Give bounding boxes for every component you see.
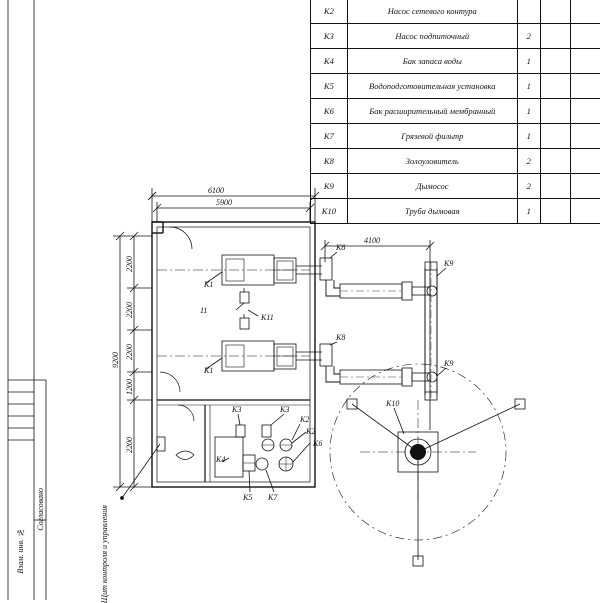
dim-left-total: 9200 (111, 352, 120, 368)
dim-seg-2: 2200 (125, 302, 134, 318)
legend-cell-qty: 1 (517, 124, 540, 149)
dim-right-span: 4100 (364, 236, 380, 245)
tag-k6: K6 (312, 439, 322, 448)
tag-k4: K4 (215, 455, 225, 464)
tag-k1-upper: K1 (203, 280, 213, 289)
legend-cell-qty: 1 (517, 199, 540, 224)
legend-cell-qty: 2 (517, 174, 540, 199)
stamp-right-label: Согласовано (36, 488, 45, 531)
tag-k2b: K2 (305, 427, 315, 436)
tag-k8-upper: K8 (335, 243, 345, 252)
tag-k7: K7 (267, 493, 278, 502)
dim-seg-4: 1200 (125, 379, 134, 395)
legend-cell-name: Бак расширительный мембранный (347, 99, 517, 124)
tag-k11: K11 (260, 313, 274, 322)
legend-cell-name: Труба дымовая (347, 199, 517, 224)
tag-k9-lower: K9 (443, 359, 453, 368)
legend-cell-name: Золоуловитель (347, 149, 517, 174)
tag-k3-left: K3 (231, 405, 241, 414)
legend-cell-qty: 2 (517, 149, 540, 174)
legend-cell-name: Водоподготовительная установка (347, 74, 517, 99)
legend-cell-code: K2 (311, 0, 348, 24)
legend-cell-code: K4 (311, 49, 348, 74)
stamp-left-label: Взам. инв. № (16, 528, 25, 574)
legend-cell-code: K8 (311, 149, 348, 174)
legend-cell-name: Бак запаса воды (347, 49, 517, 74)
legend-cell-qty: 1 (517, 74, 540, 99)
callout-control-panel: Щит контроля и управления (100, 505, 109, 603)
tag-k10: K10 (385, 399, 399, 408)
legend-cell-code: K7 (311, 124, 348, 149)
tag-k2: K2 (299, 415, 309, 424)
dim-top-inner: 5900 (216, 198, 232, 207)
tag-k8-lower: K8 (335, 333, 345, 342)
tag-k3-right: K3 (279, 405, 289, 414)
legend-cell-code: K3 (311, 24, 348, 49)
legend-cell-name: Насос сетевого контура (347, 0, 517, 24)
legend-cell-qty: 1 (517, 99, 540, 124)
legend-cell-name: Дымосос (347, 174, 517, 199)
legend-cell-code: K10 (311, 199, 348, 224)
legend-cell-qty: 2 (517, 24, 540, 49)
legend-cell-name: Насос подпиточный (347, 24, 517, 49)
dim-seg-1: 2200 (125, 256, 134, 272)
tag-k1-lower: K1 (203, 366, 213, 375)
legend-cell-code: K5 (311, 74, 348, 99)
tag-k9-upper: K9 (443, 259, 453, 268)
dim-seg-5: 2200 (125, 437, 134, 453)
legend-cell-code: K6 (311, 99, 348, 124)
dim-seg-3: 2200 (125, 344, 134, 360)
tag-11: 11 (200, 306, 207, 315)
legend-cell-qty: 1 (517, 49, 540, 74)
legend-cell-name: Грязевой фильтр (347, 124, 517, 149)
tag-k5: K5 (242, 493, 252, 502)
legend-cell-code: K9 (311, 174, 348, 199)
dim-top-outer: 6100 (208, 186, 224, 195)
